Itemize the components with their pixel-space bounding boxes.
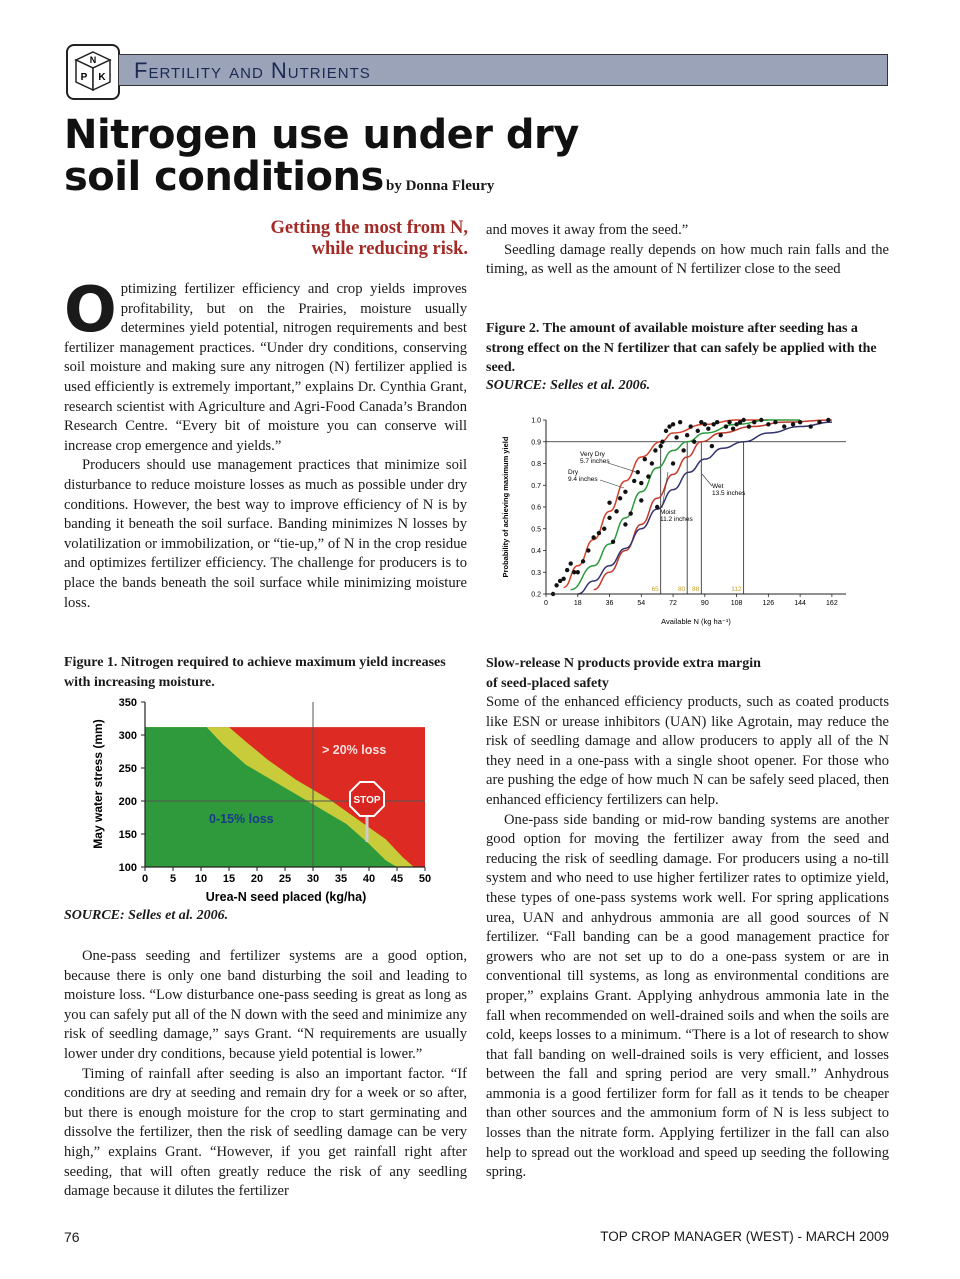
figure-2-data-point bbox=[809, 424, 813, 428]
figure-2-x-tick-label: 90 bbox=[700, 600, 709, 607]
figure-2-data-point bbox=[664, 429, 668, 433]
figure-2-data-point bbox=[727, 420, 731, 424]
paragraph-1 bbox=[64, 273, 467, 456]
figure-2-data-point bbox=[602, 527, 606, 531]
figure-2-data-point bbox=[632, 479, 636, 483]
stop-sign-text: STOP bbox=[353, 795, 381, 806]
paragraph-5: and moves it away from the seed.” bbox=[486, 222, 689, 238]
figure-2-data-point bbox=[636, 470, 640, 474]
figure-1-y-tick-label: 200 bbox=[118, 796, 137, 808]
paragraph-6: Seedling damage really depends on how much rain falls and the timing, as well as the amount of N fertilizer close to the seed bbox=[486, 241, 889, 278]
paragraph-7: Some of the enhanced efficiency products, such as coated products like ESN or urease inhibitors (UAN) like Agrotain, may reduce the risk of seedling damage and allow producers to apply all of the N they need in a one-pass with a single shoot opener. For those who are pushing the edge of how much N can be safely seed placed, then enhanced efficiency fertilizers can help. bbox=[486, 694, 889, 808]
figure-2-data-point bbox=[766, 422, 770, 426]
figure-2-data-point bbox=[817, 420, 821, 424]
figure-2-data-point bbox=[747, 424, 751, 428]
figure-2-data-point bbox=[611, 540, 615, 544]
page-number: 76 bbox=[64, 1229, 80, 1245]
headline-line-2: soil conditions bbox=[64, 154, 384, 200]
figure-2-data-point bbox=[581, 559, 585, 563]
annotation-wet: Wet bbox=[712, 483, 724, 490]
figure-2-data-point bbox=[678, 420, 682, 424]
figure-1-y-tick-label: 150 bbox=[118, 829, 137, 841]
figure-1-x-tick-label: 5 bbox=[169, 873, 177, 885]
byline: by Donna Fleury bbox=[386, 178, 495, 194]
figure-2-data-point bbox=[724, 424, 728, 428]
figure-2-x-tick-label: 36 bbox=[605, 600, 614, 607]
figure-2-x-tick-label: 162 bbox=[826, 600, 838, 607]
figure-2-data-point bbox=[685, 433, 689, 437]
figure-2-data-point bbox=[569, 561, 573, 565]
figure-2-data-point bbox=[554, 583, 558, 587]
figure-1-x-tick-label: 40 bbox=[362, 873, 376, 885]
figure-1-x-tick-label: 15 bbox=[222, 873, 236, 885]
figure-1-chart bbox=[84, 694, 444, 906]
paragraph-2: Producers should use management practices that minimize soil disturbance to reduce moisture losses as much as possible under dry conditions. However, the best way to improve efficiency of N is by banding it beneath the soil surface. Banding minimizes N losses by volatilization or immobilization, or “tie-up,” of N in the crop residue and optimizes fertilizer efficiency. The challenge for producers is to place the bands beneath the soil surface while minimizing moisture loss. bbox=[64, 457, 467, 611]
annotation-moist: Moist bbox=[660, 509, 676, 516]
figure-2-data-point bbox=[715, 420, 719, 424]
figure-2-data-point bbox=[646, 474, 650, 478]
figure-2-y-tick-label: 0.3 bbox=[531, 569, 541, 577]
subheading bbox=[486, 654, 889, 693]
figure-2-data-point bbox=[650, 461, 654, 465]
figure-2-data-point bbox=[639, 481, 643, 485]
figure-2-data-point bbox=[597, 531, 601, 535]
figure-2-data-point bbox=[639, 498, 643, 502]
paragraph-8: One-pass side banding or mid-row banding systems are another good option for moving the fertilizer away from the seed and reducing the risk of seedling damage. For producers using a no-till system and who need to use higher fertilizer rates to optimize yield, these types of one-pass systems work well. For spring applications urea, UAN and anhydrous ammonia are all good sources of N fertilizer. “Fall banding can be a good management practice for growers who are not set up to do a one-pass system or are in conventional till systems, as long as environmental conditions are proper,” explains Grant. Applying anhydrous ammonia late in the fall when recommended on well-drained soils and when the soils are cold, keeps losses to a minimum. “There is a lot of research to show that fall banding on well-drained soils is very efficient, and losses between the fall and spring period are very small.” Anhydrous ammonia is a good fertilizer form for fall as it tends to be cheaper than other sources and the ammonium form of N is less subject to losses than the nitrate form. Applying fertilizer in the fall can also help to spread out the workload and speed up seeding the following spring. bbox=[486, 811, 889, 1181]
figure-2-threshold-label: 80 bbox=[677, 586, 686, 593]
figure-2-x-tick-label: 108 bbox=[730, 600, 743, 607]
figure-2-source: SOURCE: Selles et al. 2006. bbox=[486, 378, 651, 393]
figure-2-y-tick-label: 0.4 bbox=[531, 548, 541, 555]
figure-1-x-tick-label: 25 bbox=[278, 873, 292, 885]
footer-publication: TOP CROP MANAGER (WEST) - MARCH 2009 bbox=[600, 1229, 889, 1244]
right-column-top bbox=[486, 221, 889, 280]
figure-2-data-point bbox=[561, 577, 565, 581]
right-column-bottom bbox=[486, 693, 889, 1183]
figure-2-data-point bbox=[689, 424, 693, 428]
figure-2-data-point bbox=[798, 420, 802, 424]
figure-2-y-tick-label: 0.7 bbox=[531, 482, 541, 490]
section-title: Fertility and Nutrients bbox=[134, 58, 371, 83]
figure-2-data-point bbox=[586, 548, 590, 552]
headline-line-1: Nitrogen use under dry bbox=[64, 112, 579, 158]
subheading-line-2: of seed-placed safety bbox=[486, 675, 609, 691]
figure-2-caption: Figure 2. The amount of available moisture after seeding has a strong effect on the N fertilizer that can safely be applied with the seed. bbox=[486, 321, 877, 375]
figure-1-y-tick-label: 100 bbox=[118, 862, 137, 874]
figure-2-threshold-label: 65 bbox=[651, 586, 659, 593]
figure-1-plot-area bbox=[145, 702, 425, 867]
logo-letter-p: P bbox=[80, 72, 88, 83]
figure-2-data-point bbox=[681, 448, 685, 452]
logo-letter-n: N bbox=[89, 55, 97, 65]
figure-2-data-point bbox=[576, 570, 580, 574]
drop-cap: O bbox=[64, 273, 117, 346]
figure-2-y-tick-label: 0.5 bbox=[531, 526, 541, 534]
figure-2-data-point bbox=[643, 457, 647, 461]
figure-2-threshold-label: 88 bbox=[692, 586, 700, 593]
figure-1-low-loss-label: 0-15% loss bbox=[209, 812, 274, 826]
figure-1-x-tick-label: 10 bbox=[194, 873, 208, 885]
figure-2-data-point bbox=[719, 433, 723, 437]
figure-2-data-point bbox=[618, 496, 622, 500]
figure-1-y-tick-label: 300 bbox=[118, 730, 137, 742]
figure-2-y-tick-label: 0.2 bbox=[531, 591, 541, 599]
figure-2-y-tick-label: 0.9 bbox=[531, 439, 541, 447]
figure-1-y-tick-label: 250 bbox=[118, 763, 137, 775]
subheading-line-1: Slow-release N products provide extra margin bbox=[486, 656, 761, 671]
figure-1-x-tick-label: 20 bbox=[250, 873, 264, 885]
figure-2-x-tick-label: 72 bbox=[669, 600, 677, 607]
annotation-dry-value: 9.4 inches bbox=[568, 476, 598, 483]
figure-2-data-point bbox=[703, 422, 707, 426]
figure-2-data-point bbox=[759, 418, 763, 422]
annotation-very-dry: Very Dry bbox=[580, 451, 605, 458]
figure-2-data-point bbox=[773, 420, 777, 424]
figure-1-x-tick-label: 45 bbox=[390, 873, 404, 885]
figure-2-data-point bbox=[674, 435, 678, 439]
figure-1-source: SOURCE: Selles et al. 2006. bbox=[64, 908, 229, 923]
figure-2-y-tick-label: 0.6 bbox=[531, 504, 541, 512]
figure-2-x-tick-label: 54 bbox=[637, 600, 646, 607]
figure-2-data-point bbox=[623, 522, 627, 526]
left-column-bottom bbox=[64, 947, 467, 1202]
figure-2-data-point bbox=[591, 535, 595, 539]
figure-2-data-point bbox=[607, 516, 611, 520]
figure-1-x-tick-label: 0 bbox=[141, 873, 149, 885]
figure-2-y-label: Probability of achieving maximum yield bbox=[501, 436, 510, 578]
figure-2-data-point bbox=[629, 511, 633, 515]
figure-2-x-tick-label: 144 bbox=[794, 600, 806, 607]
figure-2-data-point bbox=[692, 440, 696, 444]
figure-1-caption: Figure 1. Nitrogen required to achieve maximum yield increases with increasing moisture. bbox=[64, 655, 446, 690]
figure-1-x-tick-label: 30 bbox=[306, 873, 320, 885]
figure-2-x-label: Available N (kg ha⁻¹) bbox=[661, 617, 731, 626]
figure-2-data-point bbox=[671, 422, 675, 426]
figure-2-threshold-label: 112 bbox=[731, 586, 742, 593]
figure-2-data-point bbox=[655, 505, 659, 509]
figure-2-data-point bbox=[614, 509, 618, 513]
deck bbox=[220, 218, 468, 260]
annotation-moist-value: 11.2 inches bbox=[660, 516, 693, 523]
figure-2-data-point bbox=[826, 418, 830, 422]
annotation-wet-value: 13.5 inches bbox=[712, 490, 746, 497]
figure-2-x-ticks bbox=[544, 594, 838, 607]
figure-1-y-ticks bbox=[119, 697, 145, 874]
figure-2-data-point bbox=[752, 420, 756, 424]
figure-1-y-tick-label: 350 bbox=[118, 697, 137, 709]
logo-letter-k: K bbox=[98, 72, 106, 83]
figure-2-data-point bbox=[659, 444, 663, 448]
npk-logo bbox=[66, 44, 120, 100]
figure-2-data-point bbox=[741, 418, 745, 422]
paragraph-1-text: ptimizing fertilizer efficiency and crop yields improves profitability, but on the Prairies, moisture usually determines yield potential, nitrogen requirements and best fertilizer management practices. “Under dry conditions, conserving soil moisture and making sure any nitrogen (N) fertilizer applied is used efficiently is extremely important,” explains Dr. Cynthia Grant, research scientist with Agriculture and Agri-Food Canada’s Brandon Research Centre. “Every bit of moisture you can conserve will increase crop emergence and yields.” bbox=[64, 281, 467, 454]
annotation-dry: Dry bbox=[568, 469, 579, 476]
npk-cube-icon bbox=[68, 46, 118, 98]
figure-2-data-point bbox=[607, 500, 611, 504]
deck-line-2: while reducing risk. bbox=[311, 239, 468, 259]
figure-2-y-ticks bbox=[531, 418, 546, 599]
paragraph-3: One-pass seeding and fertilizer systems are a good option, because there is only one band disturbing the soil and leading to moisture loss. “Low disturbance one-pass seeding is great as long as you can safely put all of the N down with the seed and minimize any risk of seedling damage,” says Grant. “N requirements are usually lower under dry conditions, because yield potential is lower.” bbox=[64, 948, 467, 1062]
figure-2-data-point bbox=[671, 461, 675, 465]
figure-1-y-label: May water stress (mm) bbox=[91, 719, 105, 849]
figure-2-x-tick-label: 126 bbox=[762, 600, 775, 607]
figure-2-x-tick-label: 18 bbox=[573, 600, 582, 607]
figure-2-data-point bbox=[706, 427, 710, 431]
figure-1-x-label: Urea-N seed placed (kg/ha) bbox=[205, 890, 367, 904]
figure-2-data-point bbox=[653, 448, 657, 452]
figure-1-x-tick-label: 50 bbox=[418, 873, 432, 885]
figure-2-x-tick-label: 0 bbox=[544, 600, 548, 607]
left-column-top bbox=[64, 273, 467, 613]
figure-2-data-point bbox=[782, 424, 786, 428]
figure-1-high-loss-label: > 20% loss bbox=[322, 743, 387, 757]
figure-2-y-tick-label: 1.0 bbox=[531, 417, 541, 425]
figure-1-x-tick-label: 35 bbox=[334, 873, 348, 885]
figure-2-data-point bbox=[731, 427, 735, 431]
figure-1-x-ticks bbox=[142, 867, 431, 885]
figure-2-data-point bbox=[710, 444, 714, 448]
paragraph-4: Timing of rainfall after seeding is also an important factor. “If conditions are dry at seeding and remain dry for a week or so after, but there is enough moisture for the crop to start germinating and dissolve the fertilizer, then the risk of seedling damage can be very high,” explains Grant. “However, if you get rainfall right after seeding, that will often greatly reduce the risk of any seedling damage because it dilutes the fertilizer bbox=[64, 1065, 467, 1200]
deck-line-1: Getting the most from N, bbox=[270, 218, 468, 238]
figure-2-data-point bbox=[660, 440, 664, 444]
figure-2-data-point bbox=[791, 422, 795, 426]
annotation-very-dry-value: 5.7 inches bbox=[580, 458, 610, 465]
figure-2-data-point bbox=[565, 568, 569, 572]
figure-2-chart bbox=[496, 410, 856, 632]
figure-2-data-point bbox=[623, 490, 627, 494]
figure-2-y-tick-label: 0.8 bbox=[531, 461, 541, 468]
figure-2-data-point bbox=[696, 429, 700, 433]
